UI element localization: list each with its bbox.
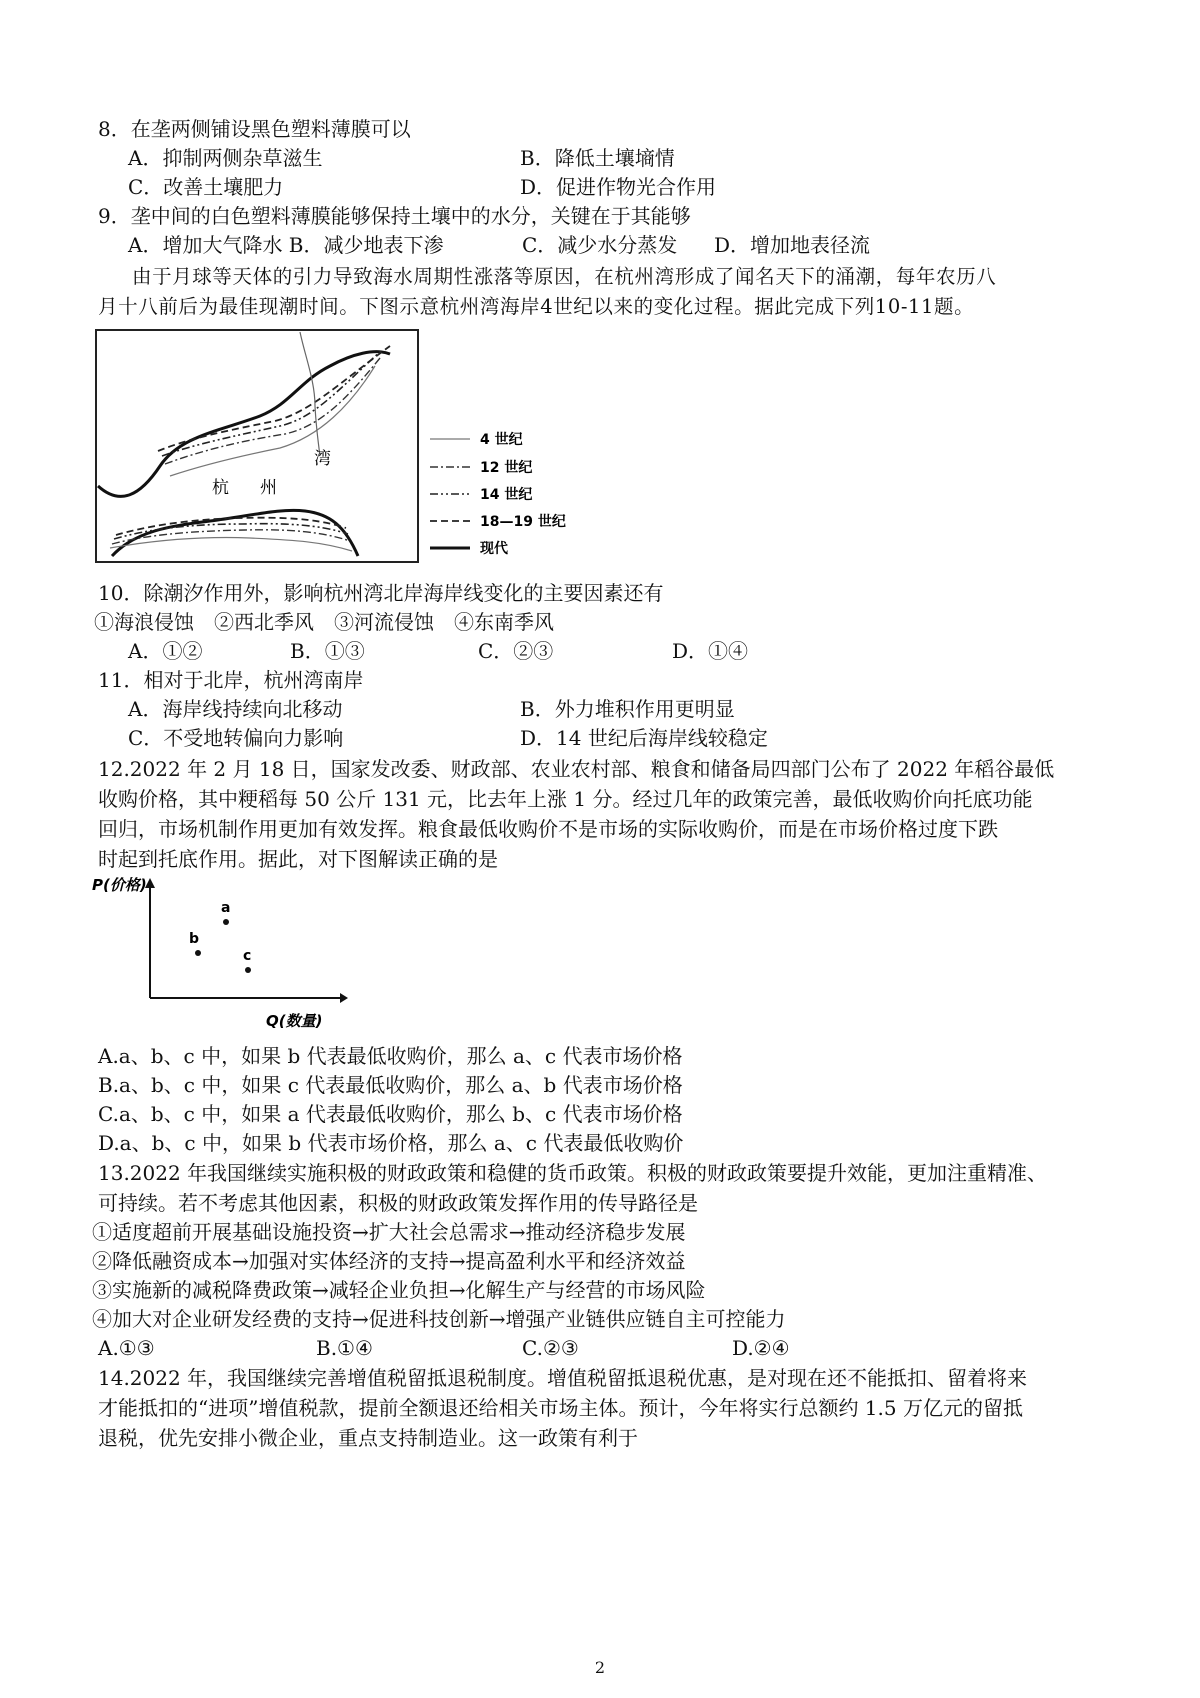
q14-line-3: 退税，优先安排小微企业，重点支持制造业。这一政策有利于 [98,1426,638,1450]
q9-option-c: C．减少水分蒸发 [522,233,678,257]
q13-option-b: B.①④ [316,1336,373,1360]
q12-line-1: 12.2022 年 2 月 18 日，国家发改委、财政部、农业农村部、粮食和储备局四部门公布了 2022 年稻谷最低 [98,757,1055,781]
q10-stem: 10．除潮汐作用外，影响杭州湾北岸海岸线变化的主要因素还有 [98,581,664,605]
q8-stem: 8．在垄两侧铺设黑色塑料薄膜可以 [98,117,411,141]
y-axis-label: P(价格) [92,876,147,894]
q12-line-4: 时起到托底作用。据此，对下图解读正确的是 [98,847,498,871]
q9-option-ab: A．增加大气降水 B．减少地表下渗 [128,233,444,257]
q10-option-c: C．②③ [478,639,554,663]
passage-line-1: 由于月球等天体的引力导致海水周期性涨落等原因，在杭州湾形成了闻名天下的涌潮，每年农历八 [132,265,997,288]
q8-option-c: C．改善土壤肥力 [128,175,284,199]
q13-line-2: 可持续。若不考虑其他因素，积极的财政政策发挥作用的传导路径是 [98,1191,698,1215]
point-b [195,950,201,956]
legend-1819c: 18—19 世纪 [480,514,566,530]
q10-items: ①海浪侵蚀 ②西北季风 ③河流侵蚀 ④东南季风 [94,610,554,634]
q12-option-a: A.a、b、c 中，如果 b 代表最低收购价，那么 a、c 代表市场价格 [98,1044,683,1068]
q13-item-2: ②降低融资成本→加强对实体经济的支持→提高盈利水平和经济效益 [92,1249,686,1273]
north-coast-modern [98,352,390,497]
q10-option-d: D．①④ [672,639,749,663]
q11-option-a: A．海岸线持续向北移动 [128,697,343,721]
map-legend [430,431,566,557]
page-number: 2 [594,1658,606,1677]
q10-option-b: B．①③ [290,639,365,663]
q12-option-c: C.a、b、c 中，如果 a 代表最低收购价，那么 b、c 代表市场价格 [98,1102,683,1126]
q13-option-a: A.①③ [98,1336,155,1360]
q14-line-1: 14.2022 年，我国继续完善增值税留抵退税制度。增值税留抵退税优惠，是对现在还不能抵扣、留着将来 [98,1366,1028,1390]
q13-line-1: 13.2022 年我国继续实施积极的财政政策和稳健的货币政策。积极的财政政策要提升效能，更加注重精准、 [98,1161,1048,1185]
q13-option-d: D.②④ [732,1336,790,1360]
point-c [245,967,251,973]
label-c: c [243,948,252,964]
label-b: b [189,931,200,947]
q14-line-2: 才能抵扣的“进项”增值税款，提前全额退还给相关市场主体。预计，今年将实行总额约 1.5 万亿元的留抵 [98,1396,1023,1420]
q10-option-a: A．①② [128,639,203,663]
q8-option-b: B．降低土壤墒情 [520,146,675,170]
q12-option-b: B.a、b、c 中，如果 c 代表最低收购价，那么 a、b 代表市场价格 [98,1073,683,1097]
map-label-zhou: 州 [260,478,277,498]
price-quantity-graph [90,876,350,1036]
q13-option-c: C.②③ [522,1336,579,1360]
hangzhou-bay-coastline-map [90,326,590,566]
south-coast-modern [112,510,358,556]
q9-stem: 9．垄中间的白色塑料薄膜能够保持土壤中的水分，关键在于其能够 [98,204,691,228]
q11-option-d: D．14 世纪后海岸线较稳定 [520,726,768,750]
river-line [300,332,320,456]
q8-option-d: D．促进作物光合作用 [520,175,717,199]
q13-item-1: ①适度超前开展基础设施投资→扩大社会总需求→推动经济稳步发展 [92,1220,686,1244]
south-coast-4c [110,538,352,551]
q12-option-d: D.a、b、c 中，如果 b 代表市场价格，那么 a、c 代表最低收购价 [98,1131,684,1155]
passage-line-2: 月十八前后为最佳现潮时间。下图示意杭州湾海岸4世纪以来的变化过程。据此完成下列10-11题。 [98,295,975,318]
legend-14c: 14 世纪 [480,487,533,503]
legend-modern: 现代 [480,541,508,557]
q12-line-2: 收购价格，其中粳稻每 50 公斤 131 元，比去年上涨 1 分。经过几年的政策完善，最低收购价向托底功能 [98,787,1033,811]
q13-item-4: ④加大对企业研发经费的支持→促进科技创新→增强产业链供应链自主可控能力 [92,1307,786,1331]
legend-12c: 12 世纪 [480,460,533,476]
q8-option-a: A．抑制两侧杂草滋生 [128,146,323,170]
x-axis-label: Q(数量) [266,1012,323,1030]
point-a [223,919,229,925]
north-coast-4c [170,366,375,476]
map-label-hang: 杭 [212,478,229,498]
label-a: a [221,900,231,916]
q11-option-b: B．外力堆积作用更明显 [520,697,735,721]
q11-stem: 11．相对于北岸，杭州湾南岸 [98,668,364,692]
legend-4c: 4 世纪 [480,432,523,448]
q9-option-d: D．增加地表径流 [714,233,871,257]
map-label-wan: 湾 [314,449,331,469]
q11-option-c: C．不受地转偏向力影响 [128,726,344,750]
q12-line-3: 回归，市场机制作用更加有效发挥。粮食最低收购价不是市场的实际收购价，而是在市场价格过度下跌 [98,817,998,841]
q13-item-3: ③实施新的减税降费政策→减轻企业负担→化解生产与经营的市场风险 [92,1278,706,1302]
